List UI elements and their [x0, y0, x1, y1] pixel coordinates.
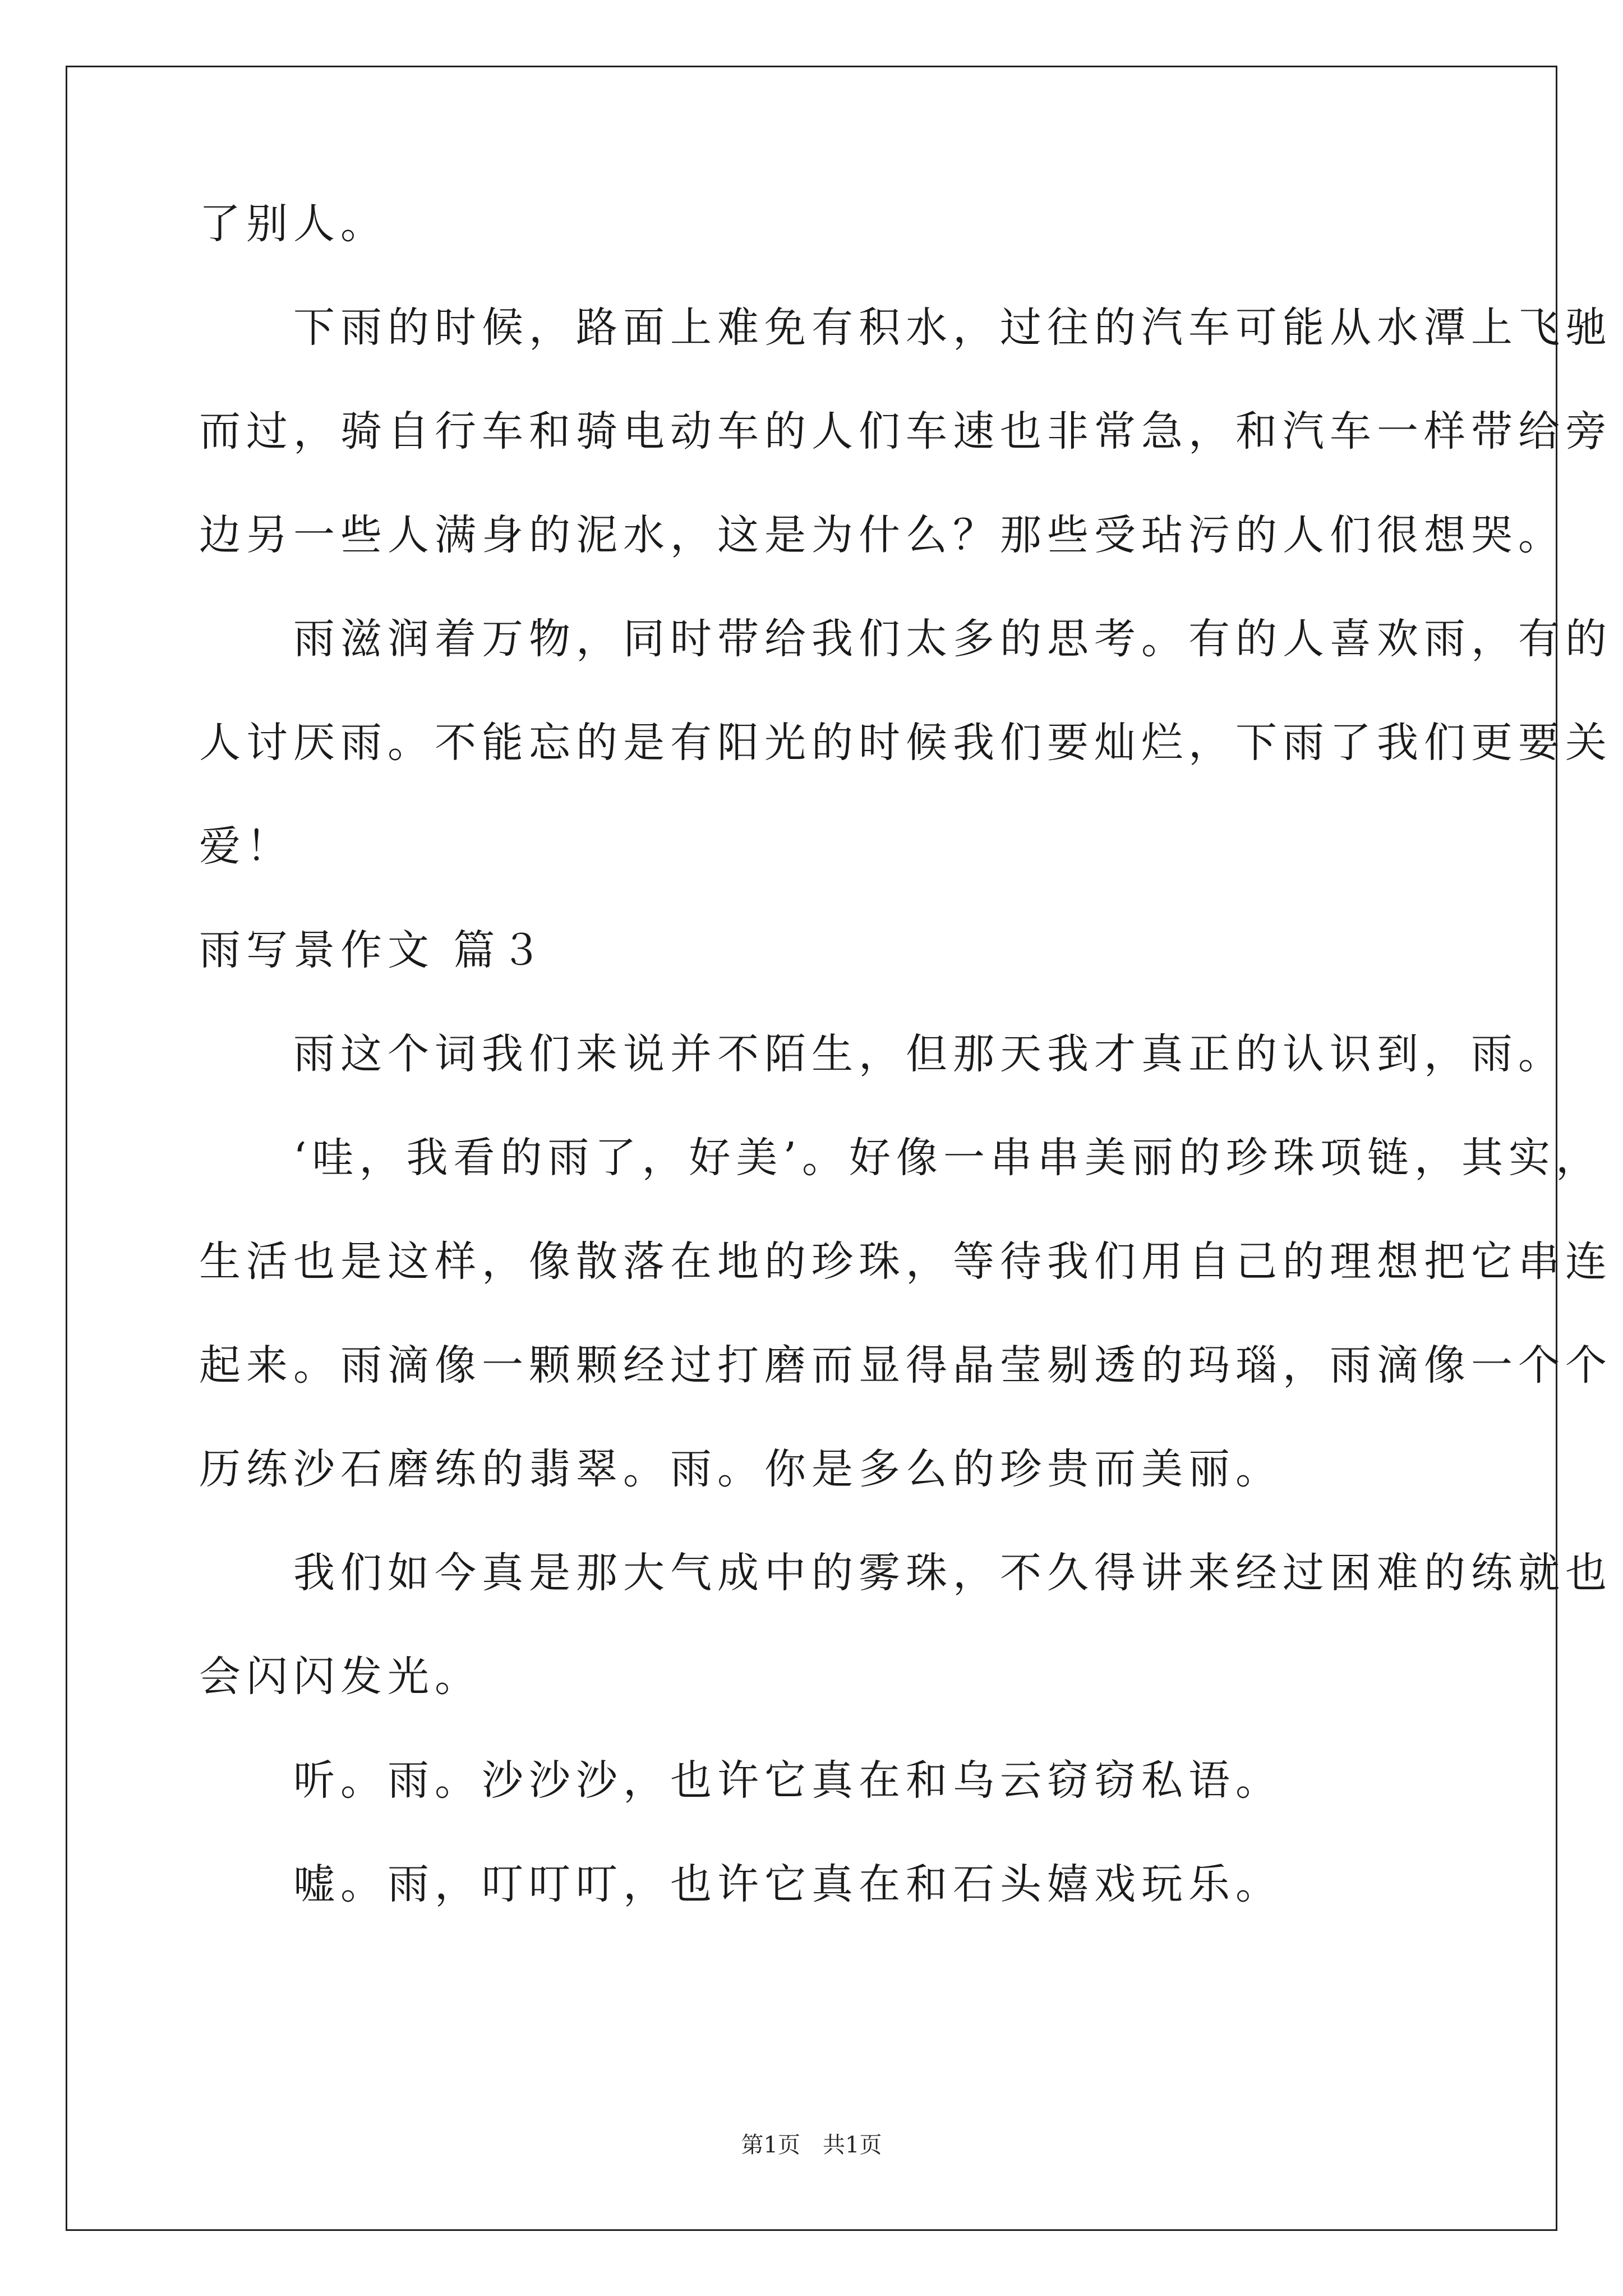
text-line: 生活也是这样，像散落在地的珍珠，等待我们用自己的理想把它串连 [199, 1237, 1612, 1286]
text-line: 雨这个词我们来说并不陌生，但那天我才真正的认识到，雨。 [199, 1030, 1565, 1078]
text-line: 听。雨。沙沙沙，也许它真在和乌云窃窃私语。 [199, 1756, 1283, 1805]
text-line: 我们如今真是那大气成中的雾珠，不久得讲来经过困难的练就也 [199, 1549, 1612, 1597]
text-line: 下雨的时候，路面上难免有积水，过往的汽车可能从水潭上飞驰 [199, 303, 1612, 352]
text-line: 嘘。雨，叮叮叮，也许它真在和石头嬉戏玩乐。 [199, 1860, 1283, 1908]
text-line: 会闪闪发光。 [199, 1653, 482, 1701]
text-line: 边另一些人满身的泥水，这是为什么？那些受玷污的人们很想哭。 [199, 511, 1565, 559]
text-line: 雨滋润着万物，同时带给我们太多的思考。有的人喜欢雨，有的 [199, 615, 1612, 663]
text-line: 历练沙石磨练的翡翠。雨。你是多么的珍贵而美丽。 [199, 1445, 1283, 1493]
text-line: 人讨厌雨。不能忘的是有阳光的时候我们要灿烂，下雨了我们更要关 [199, 719, 1612, 767]
text-line: 爱！ [199, 822, 293, 871]
text-line: 起来。雨滴像一颗颗经过打磨而显得晶莹剔透的玛瑙，雨滴像一个个 [199, 1341, 1612, 1389]
text-line: 而过，骑自行车和骑电动车的人们车速也非常急，和汽车一样带给旁 [199, 407, 1612, 455]
text-line: 了别人。 [199, 200, 388, 248]
section-heading: 雨写景作文 篇３ [199, 926, 548, 974]
text-line: ‘哇，我看的雨了，好美’。好像一串串美丽的珍珠项链，其实， [199, 1134, 1603, 1182]
page-number: 第1页 共1页 [741, 2132, 882, 2158]
